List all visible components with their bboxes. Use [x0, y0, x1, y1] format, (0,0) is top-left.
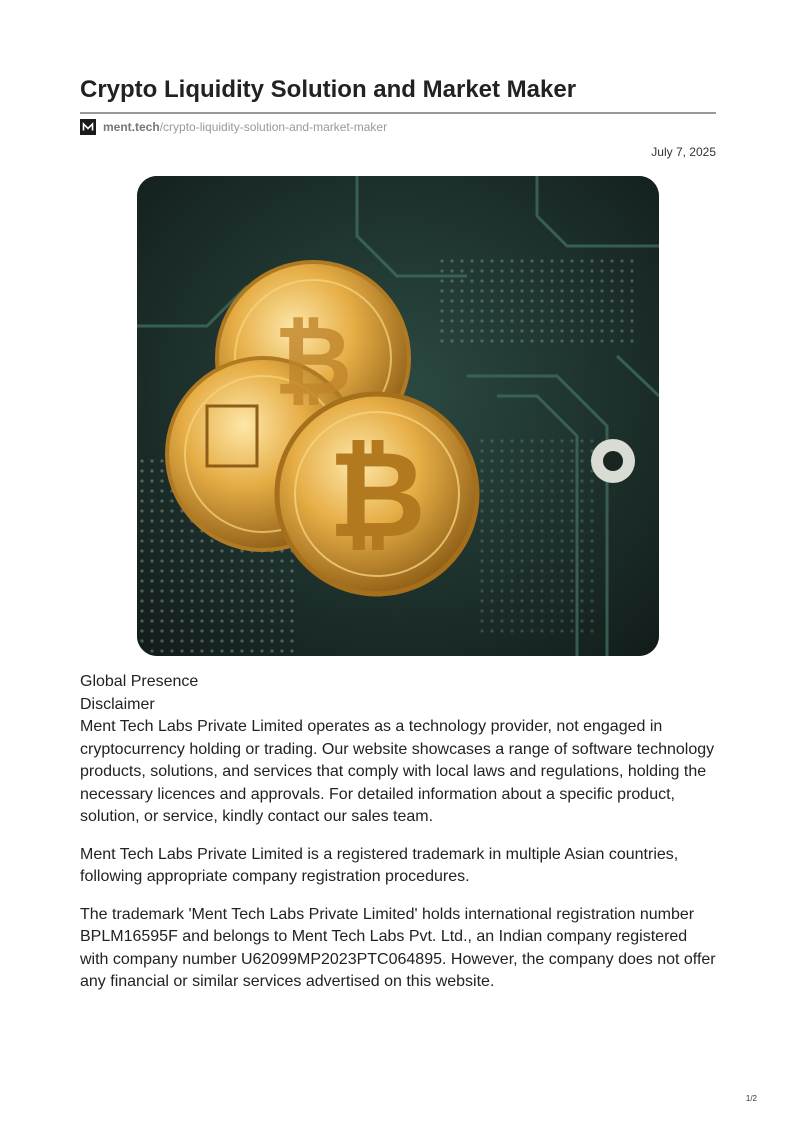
hero-image [137, 176, 659, 656]
svg-text:₿: ₿ [328, 426, 426, 565]
publish-date: July 7, 2025 [651, 145, 716, 159]
heading-global-presence: Global Presence [80, 673, 199, 690]
title-divider [80, 112, 716, 114]
source-domain: ment.tech [103, 120, 160, 134]
article-body [80, 671, 720, 1009]
svg-text:₿: ₿ [273, 305, 353, 417]
page-number: 1/2 [745, 1094, 757, 1103]
site-logo-icon [80, 119, 96, 135]
source-link[interactable] [80, 118, 387, 136]
page-title: Crypto Liquidity Solution and Market Maker [80, 76, 577, 103]
paragraph: Ment Tech Labs Private Limited operates as a technology provider, not engaged in cryptocurrency holding or trading. Our website showcases a range of software technology products, solutions, and services that comply with local laws and regulations, holding the necessary licences and approvals. For detailed information about a specific product, solution, or service, kindly contact our sales team. [80, 718, 715, 825]
paragraph: The trademark 'Ment Tech Labs Private Limited' holds international registration number BPLM16595F and belongs to Ment Tech Labs Pvt. Ltd., an Indian company registered with company number U62099MP2023PTC064895. However, the company does not offer any financial or similar services advertised on this website. [80, 905, 716, 990]
source-path: /crypto-liquidity-solution-and-market-maker [159, 120, 388, 134]
heading-disclaimer: Disclaimer [80, 695, 155, 713]
paragraph: Ment Tech Labs Private Limited is a registered trademark in multiple Asian countries, following appropriate company registration procedures. [80, 845, 679, 885]
